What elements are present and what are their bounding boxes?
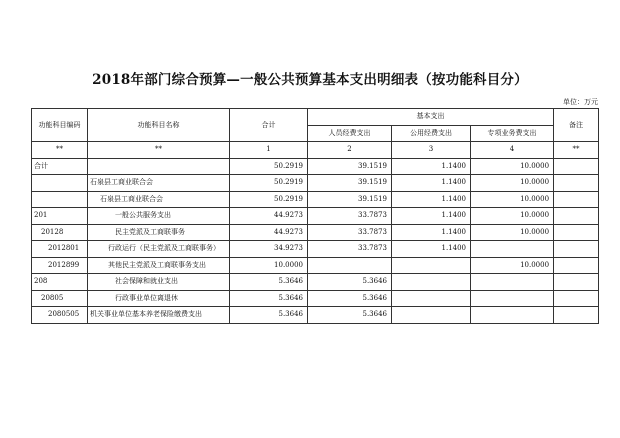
table-row xyxy=(32,307,599,324)
row-note xyxy=(554,208,599,225)
row-code xyxy=(32,175,88,192)
row-note xyxy=(554,274,599,291)
row-public xyxy=(392,274,471,291)
row-note xyxy=(554,224,599,241)
row-note xyxy=(554,257,599,274)
index-row xyxy=(32,142,599,159)
index-c4: 4 xyxy=(471,142,554,159)
row-total: 44.9273 xyxy=(230,208,308,225)
row-note xyxy=(554,191,599,208)
index-name: ** xyxy=(88,142,230,159)
row-total: 50.2919 xyxy=(230,158,308,175)
row-total: 50.2919 xyxy=(230,191,308,208)
row-name: 行政运行（民主党派及工商联事务） xyxy=(88,241,230,258)
row-code: 2012899 xyxy=(32,257,88,274)
row-special xyxy=(471,307,554,324)
row-code: 201 xyxy=(32,208,88,225)
row-code: 20128 xyxy=(32,224,88,241)
row-name: 石泉县工商业联合会 xyxy=(88,191,230,208)
index-c3: 3 xyxy=(392,142,471,159)
row-personnel: 33.7873 xyxy=(308,241,392,258)
row-personnel: 5.3646 xyxy=(308,274,392,291)
header-code: 功能科目编码 xyxy=(32,109,88,142)
row-personnel: 5.3646 xyxy=(308,307,392,324)
row-public xyxy=(392,307,471,324)
row-public: 1.1400 xyxy=(392,241,471,258)
row-total: 5.3646 xyxy=(230,274,308,291)
row-public: 1.1400 xyxy=(392,224,471,241)
table-row xyxy=(32,241,599,258)
row-special: 10.0000 xyxy=(471,224,554,241)
index-c1: 1 xyxy=(230,142,308,159)
row-special xyxy=(471,274,554,291)
row-name: 石泉县工商业联合会 xyxy=(88,175,230,192)
row-special: 10.0000 xyxy=(471,175,554,192)
row-code: 2012801 xyxy=(32,241,88,258)
row-code xyxy=(32,191,88,208)
row-special: 10.0000 xyxy=(471,191,554,208)
budget-table xyxy=(31,108,599,324)
row-note xyxy=(554,158,599,175)
index-c2: 2 xyxy=(308,142,392,159)
row-special xyxy=(471,290,554,307)
header-name: 功能科目名称 xyxy=(88,109,230,142)
row-public xyxy=(392,257,471,274)
row-special: 10.0000 xyxy=(471,158,554,175)
row-total: 5.3646 xyxy=(230,290,308,307)
row-code: 208 xyxy=(32,274,88,291)
table-row xyxy=(32,224,599,241)
row-personnel: 33.7873 xyxy=(308,224,392,241)
row-special xyxy=(471,241,554,258)
row-total: 34.9273 xyxy=(230,241,308,258)
table-row xyxy=(32,158,599,175)
row-personnel: 5.3646 xyxy=(308,290,392,307)
row-note xyxy=(554,241,599,258)
header-public: 公用经费支出 xyxy=(392,125,471,142)
row-total: 5.3646 xyxy=(230,307,308,324)
row-note xyxy=(554,307,599,324)
row-note xyxy=(554,175,599,192)
row-personnel xyxy=(308,257,392,274)
table-title: 2018年部门综合预算—一般公共预算基本支出明细表（按功能科目分） xyxy=(92,72,528,88)
table-row xyxy=(32,257,599,274)
row-code: 合计 xyxy=(32,158,88,175)
table-row xyxy=(32,290,599,307)
row-total: 50.2919 xyxy=(230,175,308,192)
row-personnel: 39.1519 xyxy=(308,191,392,208)
row-name xyxy=(88,158,230,175)
header-row-top xyxy=(32,109,599,126)
row-note xyxy=(554,290,599,307)
row-public: 1.1400 xyxy=(392,158,471,175)
row-public xyxy=(392,290,471,307)
row-name: 社会保障和就业支出 xyxy=(88,274,230,291)
table-row xyxy=(32,274,599,291)
header-personnel: 人员经费支出 xyxy=(308,125,392,142)
row-public: 1.1400 xyxy=(392,175,471,192)
unit-label: 单位：万元 xyxy=(563,98,598,106)
row-name: 其他民主党派及工商联事务支出 xyxy=(88,257,230,274)
row-name: 民主党派及工商联事务 xyxy=(88,224,230,241)
header-total: 合计 xyxy=(230,109,308,142)
row-total: 44.9273 xyxy=(230,224,308,241)
index-note: ** xyxy=(554,142,599,159)
header-basic: 基本支出 xyxy=(308,109,554,126)
row-name: 机关事业单位基本养老保险缴费支出 xyxy=(88,307,230,324)
row-public: 1.1400 xyxy=(392,208,471,225)
row-personnel: 33.7873 xyxy=(308,208,392,225)
row-personnel: 39.1519 xyxy=(308,158,392,175)
row-personnel: 39.1519 xyxy=(308,175,392,192)
row-name: 行政事业单位离退休 xyxy=(88,290,230,307)
row-special: 10.0000 xyxy=(471,208,554,225)
index-code: ** xyxy=(32,142,88,159)
row-code: 20805 xyxy=(32,290,88,307)
table-row xyxy=(32,191,599,208)
header-special: 专项业务费支出 xyxy=(471,125,554,142)
row-name: 一般公共服务支出 xyxy=(88,208,230,225)
row-code: 2080505 xyxy=(32,307,88,324)
table-row xyxy=(32,208,599,225)
row-total: 10.0000 xyxy=(230,257,308,274)
table-row xyxy=(32,175,599,192)
row-special: 10.0000 xyxy=(471,257,554,274)
header-note: 备注 xyxy=(554,109,599,142)
row-public: 1.1400 xyxy=(392,191,471,208)
